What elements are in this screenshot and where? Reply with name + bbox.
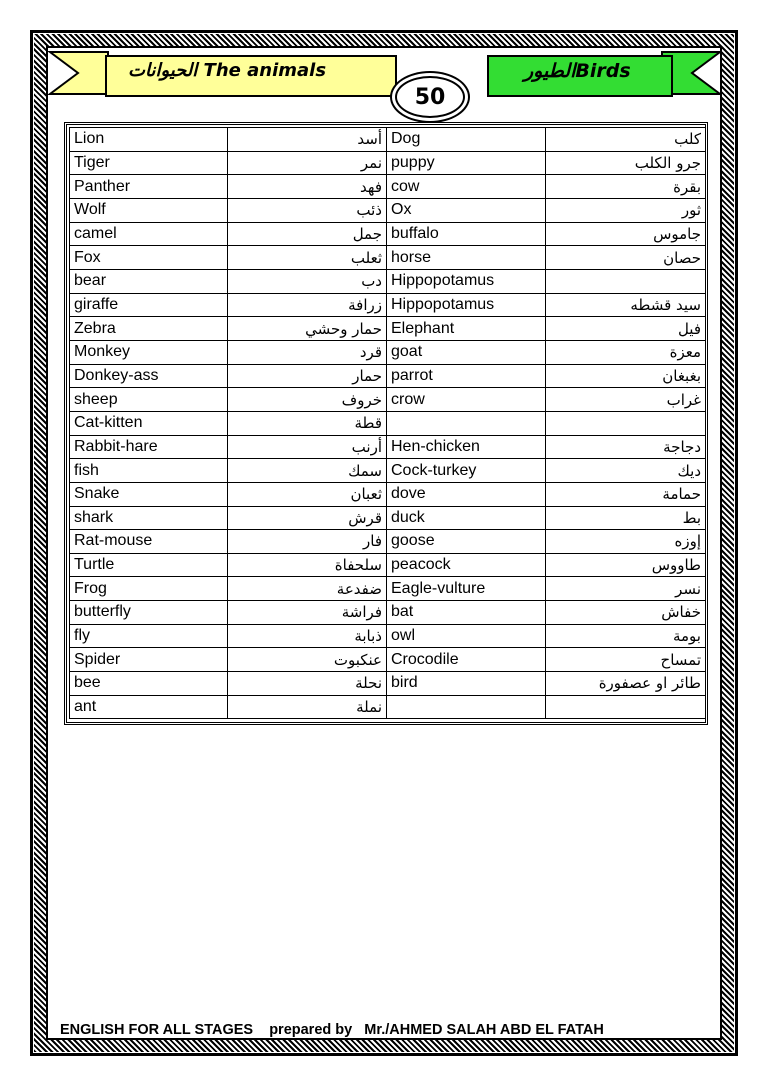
bird-english-cell: Elephant xyxy=(387,317,546,341)
bird-english-cell: Hippopotamus xyxy=(387,269,546,293)
bird-arabic-cell: تمساح xyxy=(546,648,706,672)
bird-arabic-cell: سيد قشطه xyxy=(546,293,706,317)
bird-english-cell: duck xyxy=(387,506,546,530)
bird-arabic-cell: حصان xyxy=(546,246,706,270)
table-row xyxy=(70,198,706,222)
bird-arabic-cell: ديك xyxy=(546,459,706,483)
bird-english-cell: dove xyxy=(387,482,546,506)
bird-english-cell: owl xyxy=(387,624,546,648)
animal-arabic-cell: قرش xyxy=(228,506,387,530)
animal-english-cell: Frog xyxy=(70,577,228,601)
bird-english-cell xyxy=(387,411,546,435)
table-row xyxy=(70,506,706,530)
animal-english-cell: fish xyxy=(70,459,228,483)
bird-english-cell: goose xyxy=(387,530,546,554)
table-row xyxy=(70,411,706,435)
table-row xyxy=(70,269,706,293)
animal-arabic-cell: ضفدعة xyxy=(228,577,387,601)
animal-arabic-cell: فار xyxy=(228,530,387,554)
animal-english-cell: Zebra xyxy=(70,317,228,341)
animal-english-cell: Monkey xyxy=(70,340,228,364)
animal-english-cell: Wolf xyxy=(70,198,228,222)
bird-arabic-cell: طاووس xyxy=(546,553,706,577)
animal-arabic-cell: أسد xyxy=(228,128,387,152)
bird-arabic-cell: حمامة xyxy=(546,482,706,506)
animal-english-cell: ant xyxy=(70,695,228,719)
animal-arabic-cell: نحلة xyxy=(228,672,387,696)
table-row xyxy=(70,648,706,672)
animal-arabic-cell: قرد xyxy=(228,340,387,364)
animal-english-cell: Lion xyxy=(70,128,228,152)
table-row xyxy=(70,364,706,388)
bird-english-cell: peacock xyxy=(387,553,546,577)
left-banner xyxy=(48,48,398,96)
left-banner-title: الحيوانات The animals xyxy=(128,60,327,81)
animal-english-cell: camel xyxy=(70,222,228,246)
bird-english-cell: puppy xyxy=(387,151,546,175)
bird-arabic-cell xyxy=(546,411,706,435)
animal-arabic-cell: ذبابة xyxy=(228,624,387,648)
footer-credit: ENGLISH FOR ALL STAGES prepared by Mr./AHMED SALAH ABD EL FATAH xyxy=(60,1022,604,1038)
animal-arabic-cell: قطة xyxy=(228,411,387,435)
animal-english-cell: Spider xyxy=(70,648,228,672)
bird-english-cell: Eagle-vulture xyxy=(387,577,546,601)
table-row xyxy=(70,482,706,506)
page-number-badge xyxy=(395,76,465,118)
animal-english-cell: Cat-kitten xyxy=(70,411,228,435)
bird-english-cell: horse xyxy=(387,246,546,270)
bird-english-cell: parrot xyxy=(387,364,546,388)
table-row xyxy=(70,388,706,412)
bird-arabic-cell: بومة xyxy=(546,624,706,648)
bird-english-cell: Crocodile xyxy=(387,648,546,672)
bird-arabic-cell: بغبغان xyxy=(546,364,706,388)
table-row xyxy=(70,175,706,199)
animal-arabic-cell: زرافة xyxy=(228,293,387,317)
animal-english-cell: butterfly xyxy=(70,601,228,625)
right-banner-title: الطيورBirds xyxy=(524,60,631,82)
bird-arabic-cell: نسر xyxy=(546,577,706,601)
table-row xyxy=(70,577,706,601)
animal-english-cell: fly xyxy=(70,624,228,648)
animal-english-cell: Snake xyxy=(70,482,228,506)
table-row xyxy=(70,601,706,625)
bird-english-cell: Dog xyxy=(387,128,546,152)
animal-english-cell: Fox xyxy=(70,246,228,270)
animal-english-cell: bee xyxy=(70,672,228,696)
animal-arabic-cell: خروف xyxy=(228,388,387,412)
bird-english-cell: cow xyxy=(387,175,546,199)
bird-arabic-cell: ثور xyxy=(546,198,706,222)
bird-arabic-cell xyxy=(546,269,706,293)
animal-english-cell: Panther xyxy=(70,175,228,199)
table-row xyxy=(70,222,706,246)
table-row xyxy=(70,530,706,554)
bird-english-cell: crow xyxy=(387,388,546,412)
table-row xyxy=(70,672,706,696)
bird-english-cell xyxy=(387,695,546,719)
bird-arabic-cell xyxy=(546,695,706,719)
bird-arabic-cell: غراب xyxy=(546,388,706,412)
bird-english-cell: goat xyxy=(387,340,546,364)
bird-english-cell: bat xyxy=(387,601,546,625)
animal-arabic-cell: ثعلب xyxy=(228,246,387,270)
animal-arabic-cell: سمك xyxy=(228,459,387,483)
bird-arabic-cell: طائر او عصفورة xyxy=(546,672,706,696)
animal-english-cell: Turtle xyxy=(70,553,228,577)
animal-english-cell: Rabbit-hare xyxy=(70,435,228,459)
animal-arabic-cell: حمار وحشي xyxy=(228,317,387,341)
table-row xyxy=(70,151,706,175)
page-number: 50 xyxy=(414,85,446,110)
bird-arabic-cell: بط xyxy=(546,506,706,530)
animal-arabic-cell: عنكبوت xyxy=(228,648,387,672)
animal-english-cell: Rat-mouse xyxy=(70,530,228,554)
table-row xyxy=(70,340,706,364)
animal-arabic-cell: حمار xyxy=(228,364,387,388)
bird-english-cell: Hen-chicken xyxy=(387,435,546,459)
animal-english-cell: Donkey-ass xyxy=(70,364,228,388)
animal-english-cell: shark xyxy=(70,506,228,530)
table-row xyxy=(70,553,706,577)
bird-arabic-cell: جاموس xyxy=(546,222,706,246)
table-row xyxy=(70,435,706,459)
bird-arabic-cell: جرو الكلب xyxy=(546,151,706,175)
animal-arabic-cell: ذئب xyxy=(228,198,387,222)
right-banner xyxy=(486,48,722,96)
bird-arabic-cell: إوزه xyxy=(546,530,706,554)
table-row xyxy=(70,128,706,152)
animal-arabic-cell: سلحفاة xyxy=(228,553,387,577)
bird-arabic-cell: خفاش xyxy=(546,601,706,625)
bird-english-cell: Hippopotamus xyxy=(387,293,546,317)
table-row xyxy=(70,293,706,317)
bird-english-cell: buffalo xyxy=(387,222,546,246)
animal-arabic-cell: أرنب xyxy=(228,435,387,459)
animal-arabic-cell: نملة xyxy=(228,695,387,719)
bird-arabic-cell: معزة xyxy=(546,340,706,364)
animal-english-cell: giraffe xyxy=(70,293,228,317)
animal-arabic-cell: دب xyxy=(228,269,387,293)
table-row xyxy=(70,317,706,341)
animal-arabic-cell: نمر xyxy=(228,151,387,175)
vocabulary-table xyxy=(64,122,708,725)
animal-arabic-cell: جمل xyxy=(228,222,387,246)
animal-english-cell: sheep xyxy=(70,388,228,412)
table-row xyxy=(70,459,706,483)
bird-arabic-cell: فيل xyxy=(546,317,706,341)
animal-english-cell: bear xyxy=(70,269,228,293)
bird-english-cell: bird xyxy=(387,672,546,696)
table-row xyxy=(70,695,706,719)
table-row xyxy=(70,624,706,648)
bird-english-cell: Cock-turkey xyxy=(387,459,546,483)
bird-arabic-cell: بقرة xyxy=(546,175,706,199)
bird-arabic-cell: دجاجة xyxy=(546,435,706,459)
animal-arabic-cell: ثعبان xyxy=(228,482,387,506)
bird-english-cell: Ox xyxy=(387,198,546,222)
table-row xyxy=(70,246,706,270)
animal-english-cell: Tiger xyxy=(70,151,228,175)
bird-arabic-cell: كلب xyxy=(546,128,706,152)
animal-arabic-cell: فهد xyxy=(228,175,387,199)
animal-arabic-cell: فراشة xyxy=(228,601,387,625)
